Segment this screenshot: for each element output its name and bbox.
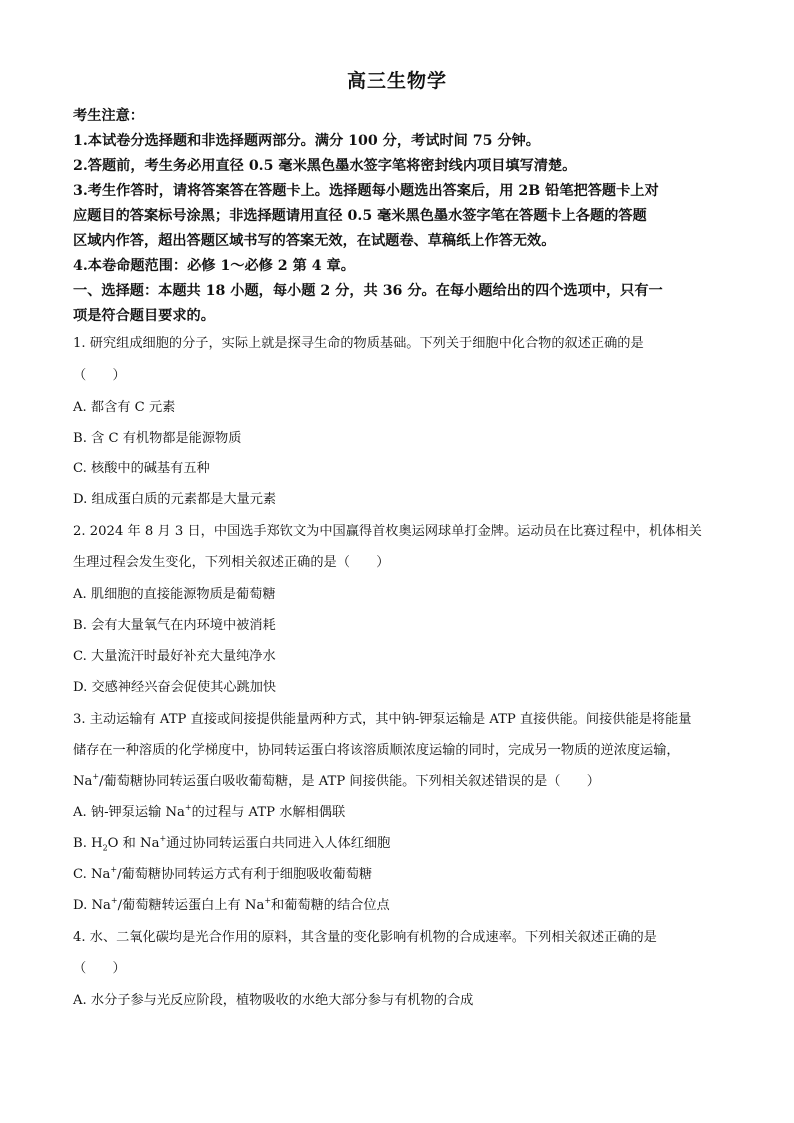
q3-option-c: C. Na+/葡萄糖协同转运方式有利于细胞吸收葡萄糖	[73, 864, 373, 882]
q3-option-d: D. Na+/葡萄糖转运蛋白上有 Na+和葡萄糖的结合位点	[73, 895, 390, 913]
notice-line-2: 2.答题前，考生务必用直径 0.5 毫米黑色墨水签字笔将密封线内项目填写清楚。	[73, 158, 577, 174]
q4-option-a: A. 水分子参与光反应阶段，植物吸收的水绝大部分参与有机物的合成	[73, 993, 474, 1008]
q1-stem-line-2: （ ）	[73, 368, 126, 383]
section-heading-line-2: 项是符合题目要求的。	[73, 308, 215, 324]
notice-line-3: 3.考生作答时，请将答案答在答题卡上。选择题每小题选出答案后，用 2B 铅笔把答题卡上对	[73, 183, 659, 199]
q2-stem-line-2: 生理过程会发生变化，下列相关叙述正确的是（ ）	[73, 555, 390, 570]
q2-option-a: A. 肌细胞的直接能源物质是葡萄糖	[73, 587, 276, 602]
q4-stem-line-1: 4. 水、二氧化碳均是光合作用的原料，其含量的变化影响有机物的合成速率。下列相关叙述正确的是	[73, 930, 657, 945]
q1-option-a: A. 都含有 C 元素	[73, 400, 176, 415]
notice-line-6: 4.本卷命题范围：必修 1～必修 2 第 4 章。	[73, 258, 355, 274]
q4-stem-line-2: （ ）	[73, 961, 126, 976]
q1-option-b: B. 含 C 有机物都是能源物质	[73, 431, 242, 446]
notice-heading: 考生注意：	[73, 108, 144, 124]
page-title: 高三生物学	[346, 70, 447, 92]
notice-line-4: 应题目的答案标号涂黑；非选择题请用直径 0.5 毫米黑色墨水签字笔在答题卡上各题的答题	[73, 208, 647, 224]
q3-stem-line-1: 3. 主动运输有 ATP 直接或间接提供能量两种方式，其中钠-钾泵运输是 ATP 直接供能。间接供能是将能量	[73, 712, 692, 727]
notice-line-1: 1.本试卷分选择题和非选择题两部分。满分 100 分，考试时间 75 分钟。	[73, 133, 540, 149]
q2-option-d: D. 交感神经兴奋会促使其心跳加快	[73, 680, 277, 695]
q3-stem-line-2: 储存在一种溶质的化学梯度中，协同转运蛋白将该溶质顺浓度运输的同时，完成另一物质的逆浓度运输，	[73, 743, 680, 758]
q2-option-c: C. 大量流汗时最好补充大量纯净水	[73, 649, 276, 664]
q2-stem-line-1: 2. 2024 年 8 月 3 日，中国选手郑钦文为中国赢得首枚奥运网球单打金牌。运动员在比赛过程中，机体相关	[73, 524, 702, 539]
q3-option-b: B. $H_2O$ 和 Na+通过协同转运蛋白共同进入人体红细胞	[73, 833, 391, 853]
notice-line-5: 区域内作答，超出答题区域书写的答案无效，在试题卷、草稿纸上作答无效。	[73, 233, 556, 249]
q3-option-a: A. 钠-钾泵运输 Na+的过程与 ATP 水解相偶联	[73, 802, 346, 820]
q1-stem-line-1: 1. 研究组成细胞的分子，实际上就是探寻生命的物质基础。下列关于细胞中化合物的叙述正确的是	[73, 336, 644, 351]
section-heading-line-1: 一、选择题：本题共 18 小题，每小题 2 分，共 36 分。在每小题给出的四个选项中，只有一	[73, 283, 663, 299]
q1-option-d: D. 组成蛋白质的元素都是大量元素	[73, 492, 277, 507]
q3-stem-line-3: Na+/葡萄糖协同转运蛋白吸收葡萄糖，是 ATP 间接供能。下列相关叙述错误的是（ ）	[73, 771, 600, 789]
q1-option-c: C. 核酸中的碱基有五种	[73, 461, 210, 476]
q2-option-b: B. 会有大量氧气在内环境中被消耗	[73, 618, 276, 633]
